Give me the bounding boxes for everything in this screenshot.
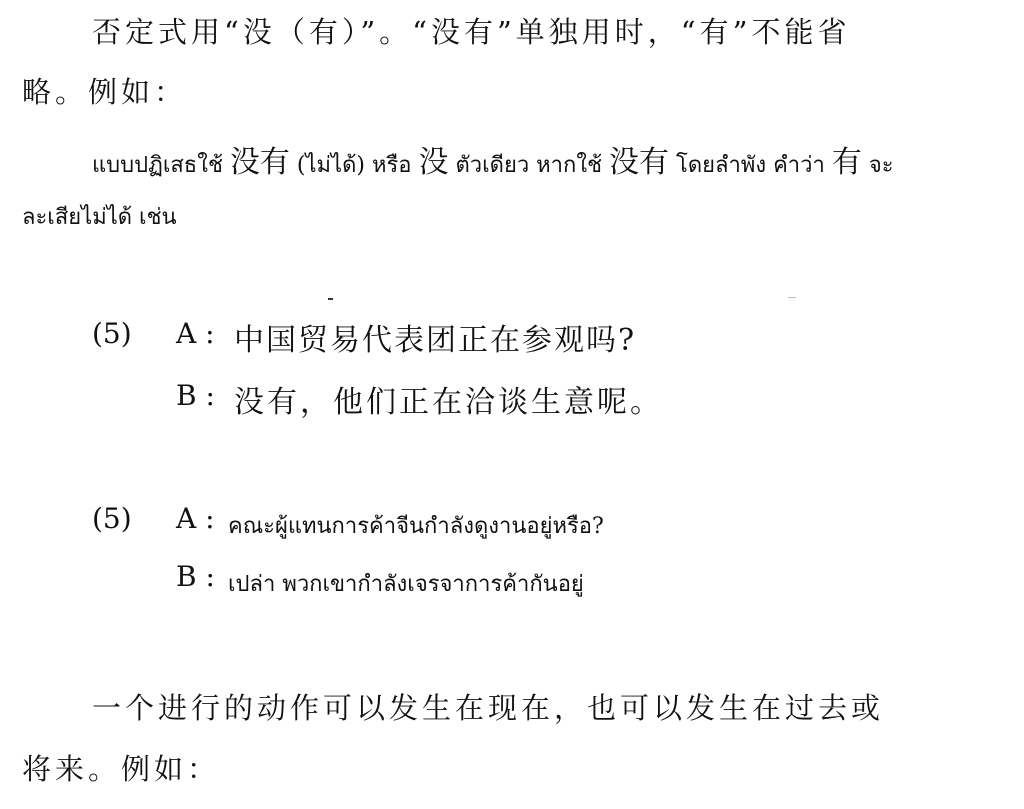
example-number: (5) bbox=[92, 317, 132, 350]
example-number: (5) bbox=[92, 502, 132, 535]
chinese-term: 有 bbox=[831, 145, 862, 180]
speaker-a-text: คณะผู้แทนการค้าจีนกำลังดูงานอยู่หรือ? bbox=[228, 514, 604, 539]
speaker-a-label: A : bbox=[176, 317, 215, 350]
paragraph-negation-line2: 略。例如： bbox=[22, 75, 188, 109]
paragraph-progressive-line1: 一个进行的动作可以发生在现在，也可以发生在过去或 bbox=[92, 691, 885, 725]
thai-explanation-line1 bbox=[92, 137, 894, 182]
thai-text: จะ bbox=[861, 153, 894, 178]
scan-mark bbox=[788, 297, 796, 298]
scan-mark bbox=[328, 298, 333, 300]
chinese-term: 没有 bbox=[229, 145, 290, 180]
thai-text: โดยลำพัง คำว่า bbox=[669, 153, 832, 178]
chinese-term: 没 bbox=[418, 145, 449, 180]
thai-text: (ไม่ได้) หรือ bbox=[289, 153, 419, 178]
speaker-b-text: เปล่า พวกเขากำลังเจรจาการค้ากันอยู่ bbox=[228, 572, 584, 597]
thai-text: ตัวเดียว หากใช้ bbox=[448, 153, 610, 178]
speaker-b-label: B : bbox=[176, 560, 215, 593]
paragraph-progressive-line2: 将来。例如： bbox=[22, 752, 221, 786]
speaker-b-text: 没有，他们正在洽谈生意呢。 bbox=[234, 385, 663, 420]
thai-explanation-line2: ละเสียไม่ได้ เช่น bbox=[22, 205, 177, 230]
speaker-b-label: B : bbox=[176, 379, 215, 412]
speaker-a-text: 中国贸易代表团正在参观吗? bbox=[234, 323, 637, 358]
chinese-term: 没有 bbox=[609, 145, 670, 180]
speaker-a-label: A : bbox=[176, 502, 215, 535]
thai-text: แบบปฏิเสธใช้ bbox=[92, 153, 230, 178]
paragraph-negation-line1: 否定式用“没（有）”。“没有”单独用时，“有”不能省 bbox=[92, 15, 851, 49]
